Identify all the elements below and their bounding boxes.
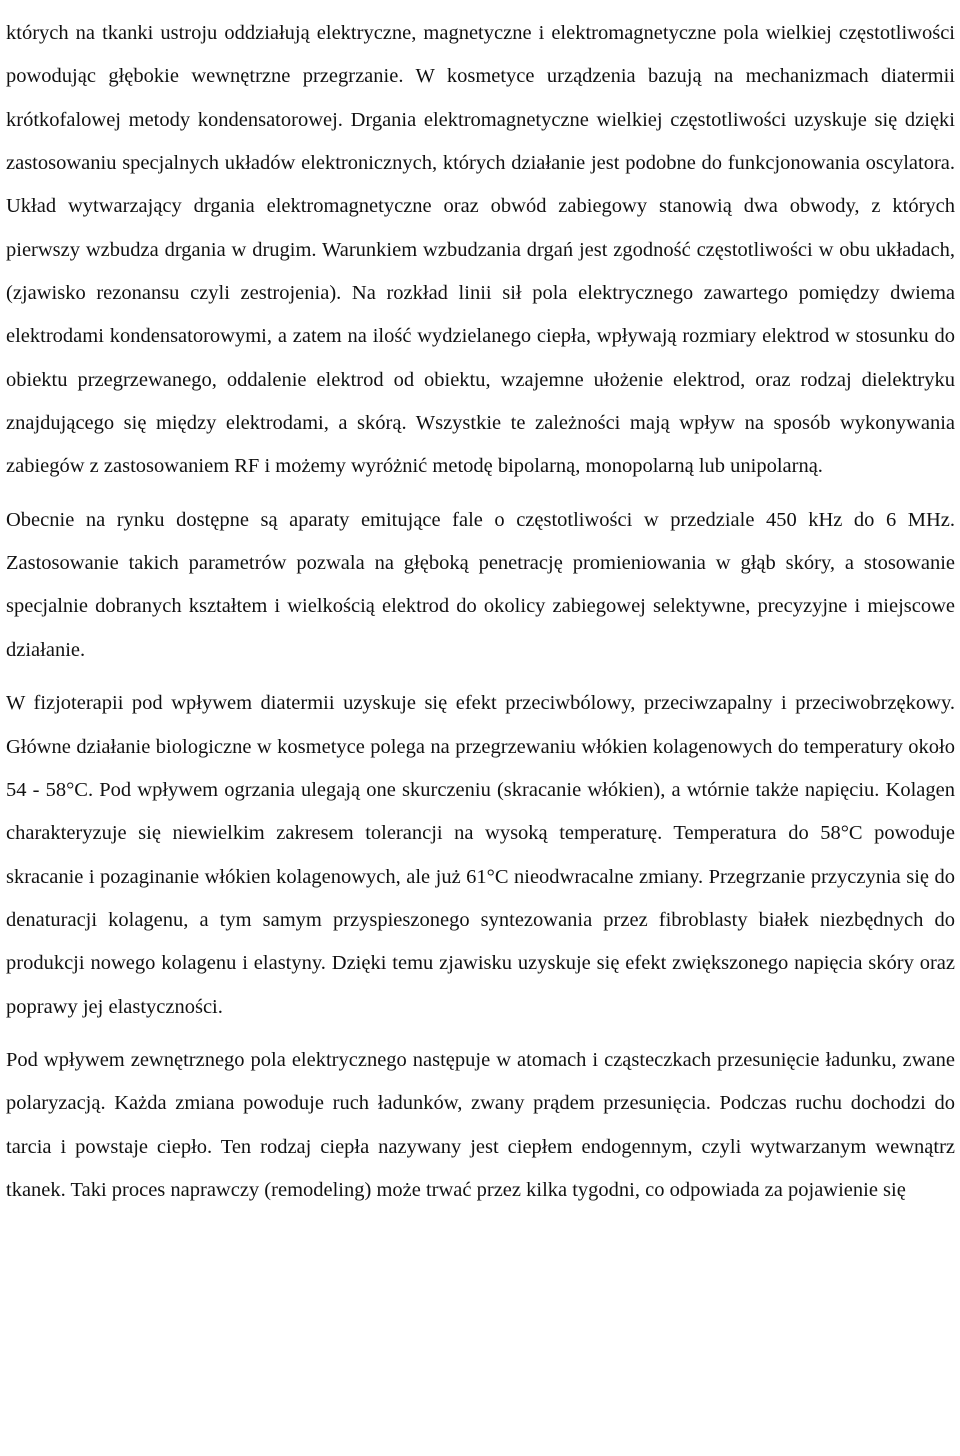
paragraph-polarization-heat: Pod wpływem zewnętrznego pola elektrycznego następuje w atomach i cząsteczkach przesunięcie ładunku, zwane polaryzacją. Każda zmiana powoduje ruch ładunków, zwany prądem przesunięcia. Podczas ruchu dochodzi do tarcia i powstaje ciepło. Ten rodzaj ciepła nazywany jest ciepłem endogennym, czyli wytwarzanym wewnątrz tkanek. Taki proces naprawczy (remodeling) może trwać przez kilka tygodni, co odpowiada za pojawienie się xyxy=(6,1048,955,1201)
paragraph-diathermy-mechanism: których na tkanki ustroju oddziałują elektryczne, magnetyczne i elektromagnetyczne pola wielkiej częstotliwości powodując głębokie wewnętrzne przegrzanie. W kosmetyce urządzenia bazują na mechanizmach diatermii krótkofalowej metody kondensatorowej. Drgania elektromagnetyczne wielkiej częstotliwości uzyskuje się dzięki zastosowaniu specjalnych układów elektronicznych, których działanie jest podobne do funkcjonowania oscylatora. Układ wytwarzający drgania elektromagnetyczne oraz obwód zabiegowy stanowią dwa obwody, z których pierwszy wzbudza drgania w drugim. Warunkiem wzbudzania drgań jest zgodność częstotliwości w obu układach, (zjawisko rezonansu czyli zestrojenia). Na rozkład linii sił pola elektrycznego zawartego pomiędzy dwiema elektrodami kondensatorowymi, a zatem na ilość wydzielanego ciepła, wpływają rozmiary elektrod w stosunku do obiektu przegrzewanego, oddalenie elektrod od obiektu, wzajemne ułożenie elektrod, oraz rodzaj dielektryku znajdującego się między elektrodami, a skórą. Wszystkie te zależności mają wpływ na sposób wykonywania zabiegów z zastosowaniem RF i możemy wyróżnić metodę bipolarną, monopolarną lub unipolarną. xyxy=(6,22,955,478)
paragraph-device-frequencies: Obecnie na rynku dostępne są aparaty emitujące fale o częstotliwości w przedziale 450 kHz do 6 MHz. Zastosowanie takich parametrów pozwala na głęboką penetrację promieniowania w głąb skóry, a stosowanie specjalnie dobranych kształtem i wielkością elektrod do okolicy zabiegowej selektywne, precyzyjne i miejscowe działanie. xyxy=(6,508,955,661)
document-page xyxy=(6,12,955,1212)
paragraph-biological-effects: W fizjoterapii pod wpływem diatermii uzyskuje się efekt przeciwbólowy, przeciwzapalny i przeciwobrzękowy. Główne działanie biologiczne w kosmetyce polega na przegrzewaniu włókien kolagenowych do temperatury około 54 - 58°C. Pod wpływem ogrzania ulegają one skurczeniu (skracanie włókien), a wtórnie także napięciu. Kolagen charakteryzuje się niewielkim zakresem tolerancji na wysoką temperaturę. Temperatura do 58°C powoduje skracanie i pozaginanie włókien kolagenowych, ale już 61°C nieodwracalne zmiany. Przegrzanie przyczynia się do denaturacji kolagenu, a tym samym przyspieszonego syntezowania przez fibroblasty białek niezbędnych do produkcji nowego kolagenu i elastyny. Dzięki temu zjawisku uzyskuje się efekt zwiększonego napięcia skóry oraz poprawy jej elastyczności. xyxy=(6,692,955,1018)
